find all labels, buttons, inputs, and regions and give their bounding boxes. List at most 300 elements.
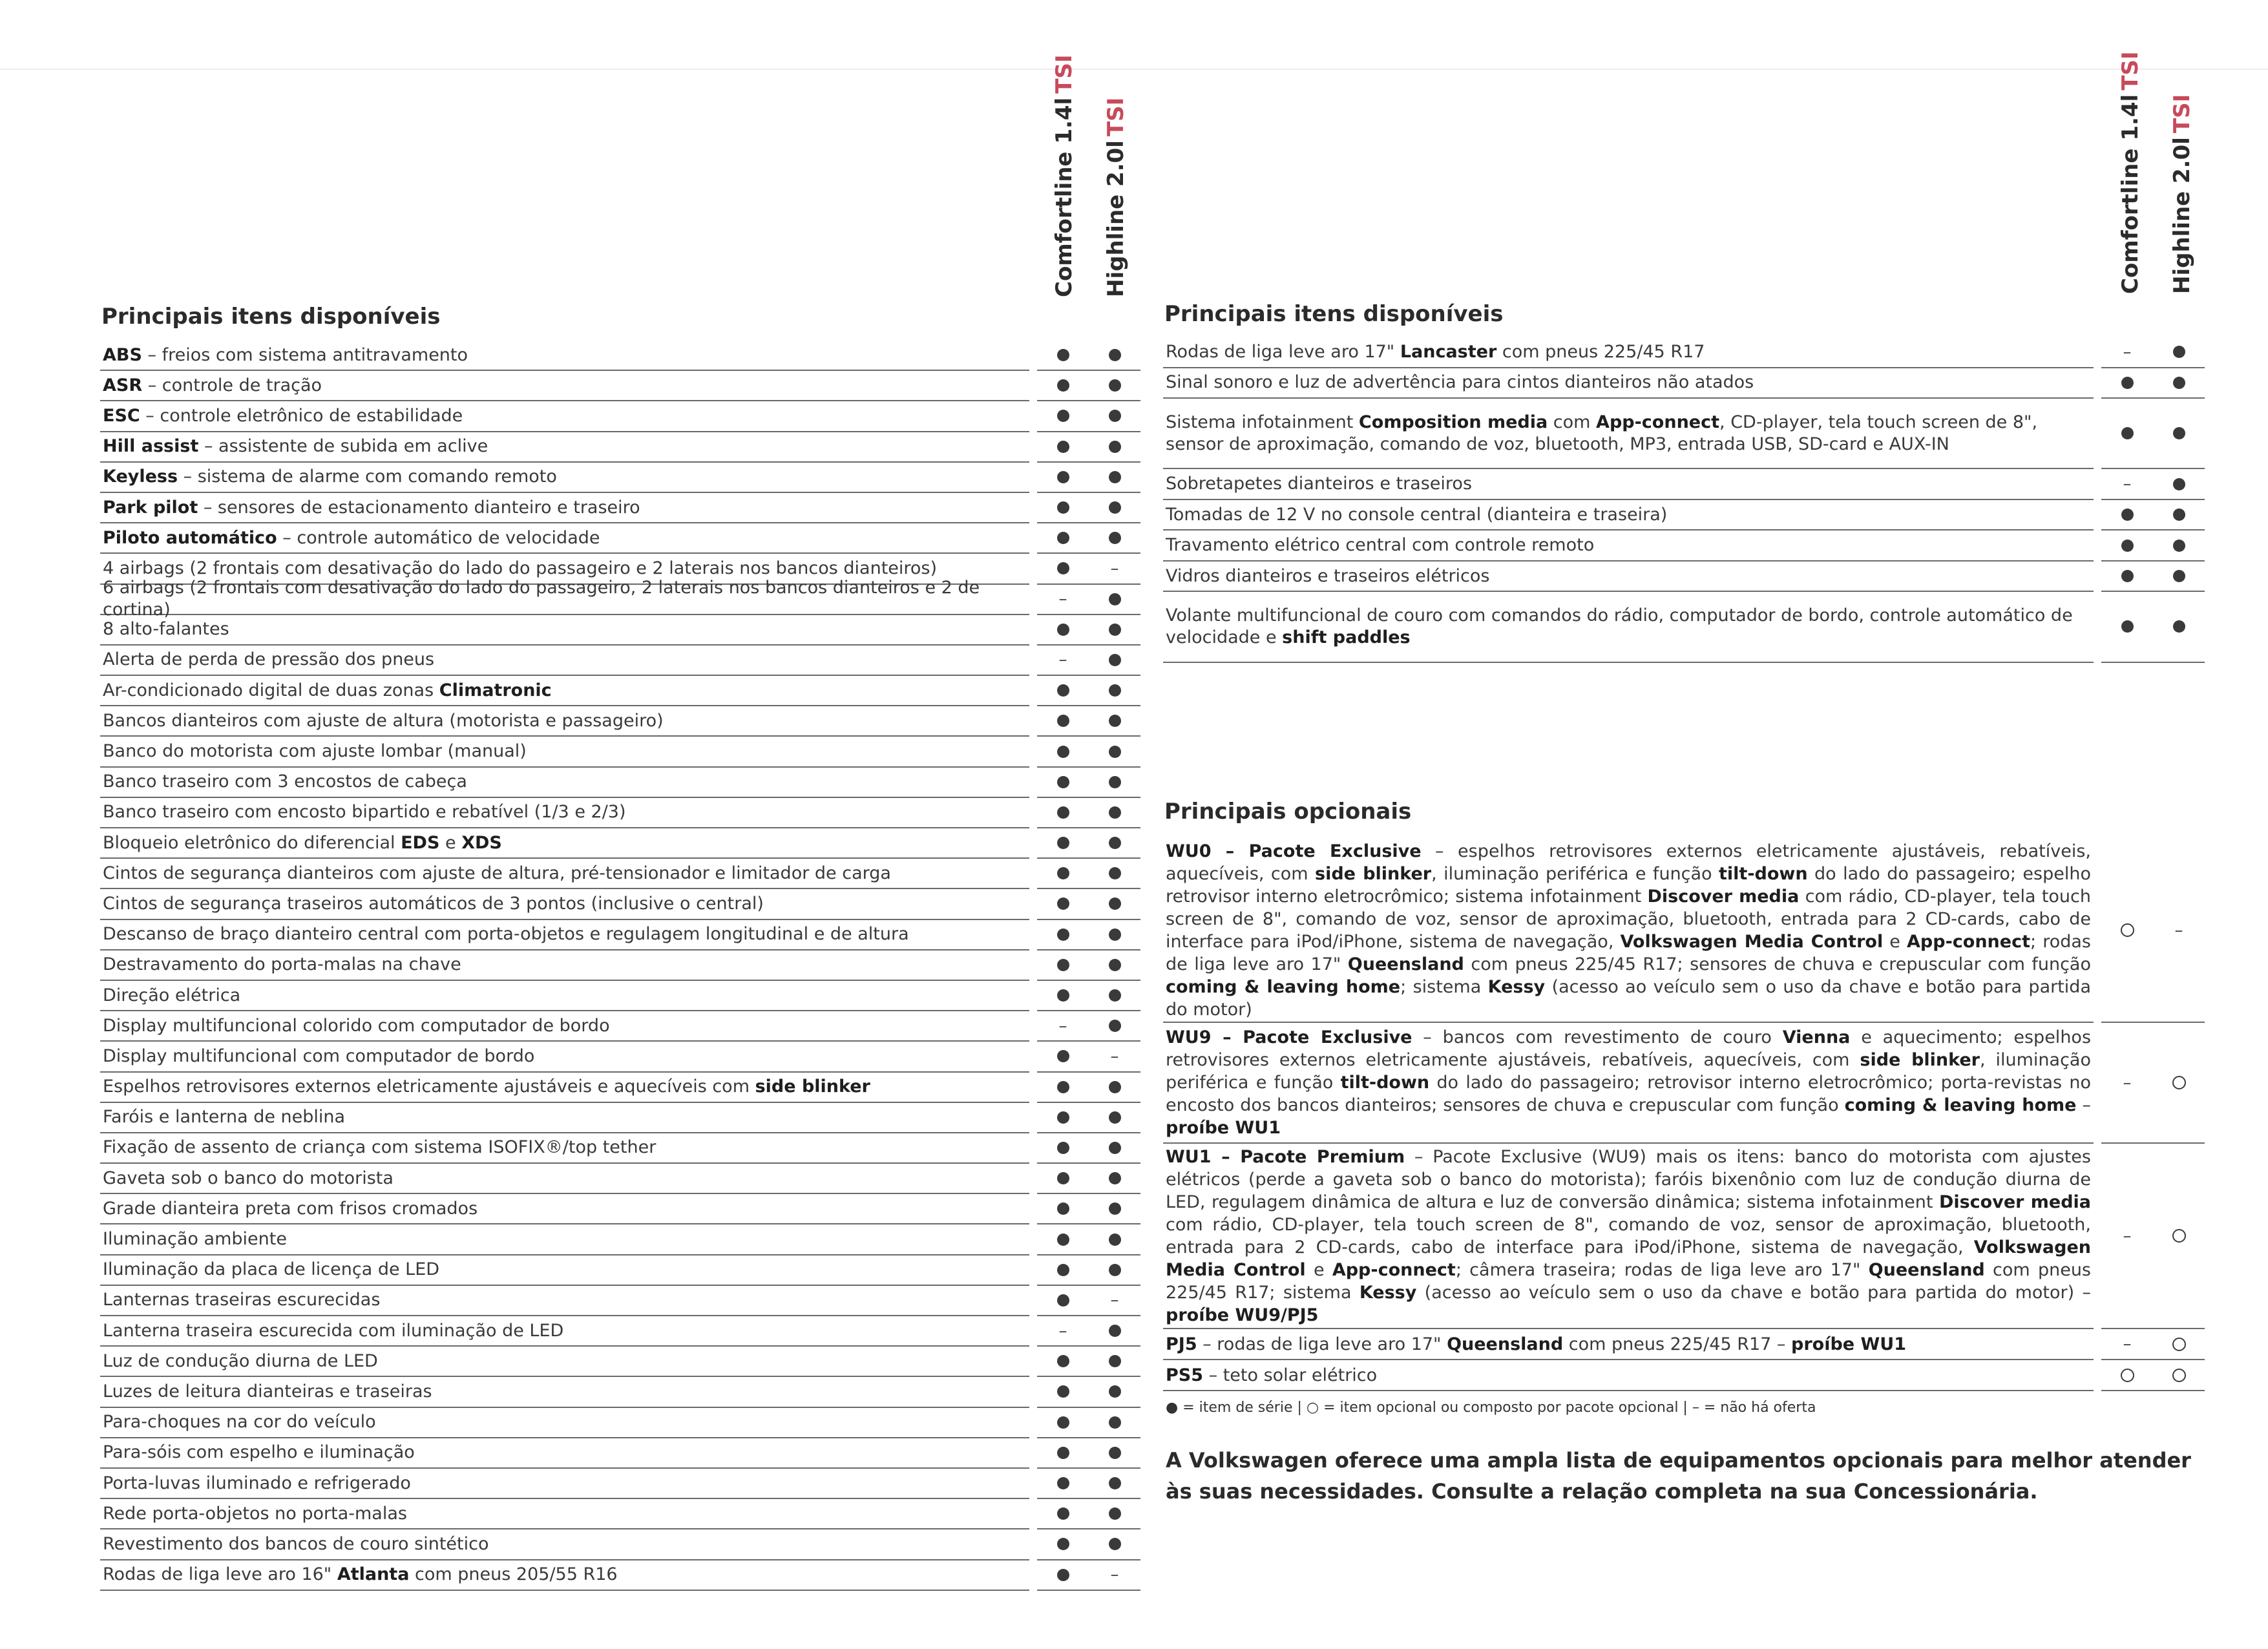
table-row [100, 1499, 1140, 1529]
comfortline-cell [2101, 1360, 2153, 1390]
comfortline-cell [1037, 523, 1089, 552]
comfortline-cell [1037, 798, 1089, 827]
availability-cells [1037, 737, 1140, 767]
table-row [100, 432, 1140, 463]
standard-dot-icon [1057, 837, 1069, 849]
availability-cells [1037, 1438, 1140, 1469]
option-row [1163, 1329, 2205, 1360]
item-label: Cintos de segurança traseiros automáticos de 3 pontos (inclusive o central) [100, 889, 1029, 919]
standard-dot-icon [1109, 349, 1121, 361]
highline-cell [1089, 341, 1140, 370]
item-label: Display multifuncional colorido com computador de bordo [100, 1011, 1029, 1042]
availability-cells [2101, 500, 2205, 531]
table-row [1163, 337, 2205, 368]
standard-dot-icon [1057, 1234, 1069, 1246]
standard-dot-icon [2173, 478, 2185, 490]
highline-cell [1089, 1499, 1140, 1528]
not-offered-dash: – [1110, 558, 1119, 578]
availability-cells [1037, 981, 1140, 1011]
standard-dot-icon [1057, 1172, 1069, 1184]
item-label: Luz de condução diurna de LED [100, 1347, 1029, 1377]
comfortline-cell [1037, 493, 1089, 522]
comfortline-cell [1037, 768, 1089, 797]
highline-cell [1089, 463, 1140, 492]
comfortline-cell [2101, 500, 2153, 530]
availability-cells [2101, 469, 2205, 500]
standard-dot-icon [1109, 1081, 1121, 1093]
standard-dot-icon [1057, 715, 1069, 727]
item-label: Rodas de liga leve aro 17" Lancaster com pneus 225/45 R17 [1163, 337, 2094, 368]
standard-dot-icon [2173, 346, 2185, 358]
comfortline-cell [1037, 889, 1089, 918]
availability-cells [1037, 401, 1140, 432]
standard-dot-icon [1109, 624, 1121, 636]
table-row [100, 1224, 1140, 1255]
comfortline-cell [1037, 1347, 1089, 1376]
standard-dot-icon [1109, 776, 1121, 788]
section-title-options: Principais opcionais [1164, 799, 1412, 824]
item-label: Descanso de braço dianteiro central com porta-objetos e regulagem longitudinal e de altura [100, 920, 1029, 951]
item-label: Alerta de perda de pressão dos pneus [100, 646, 1029, 676]
highline-cell [1089, 615, 1140, 644]
highline-cell [1089, 1377, 1140, 1406]
comfortline-cell [2101, 530, 2153, 560]
table-row [100, 1529, 1140, 1560]
table-row [1163, 469, 2205, 500]
comfortline-cell [1037, 615, 1089, 644]
standard-dot-icon [1057, 929, 1069, 941]
item-label: Sobretapetes dianteiros e traseiros [1163, 469, 2094, 500]
table-row [100, 951, 1140, 981]
standard-dot-icon [2121, 427, 2134, 439]
item-label: Iluminação ambiente [100, 1224, 1029, 1255]
standard-dot-icon [1057, 1142, 1069, 1154]
highline-cell [1089, 554, 1140, 583]
not-offered-dash: – [2123, 342, 2132, 362]
item-label: Banco traseiro com 3 encostos de cabeça [100, 768, 1029, 798]
standard-dot-icon [1109, 837, 1121, 849]
standard-dot-icon [1057, 501, 1069, 514]
option-description: PJ5 – rodas de liga leve aro 17" Queensland com pneus 225/45 R17 – proíbe WU1 [1163, 1329, 2094, 1360]
item-label: Banco traseiro com encosto bipartido e rebatível (1/3 e 2/3) [100, 798, 1029, 828]
highline-cell [1089, 676, 1140, 705]
not-offered-dash: – [2123, 1073, 2132, 1093]
standard-dot-icon [2121, 377, 2134, 389]
availability-cells [1037, 951, 1140, 981]
availability-cells [1037, 1224, 1140, 1255]
table-row [100, 463, 1140, 493]
item-label: Hill assist – assistente de subida em aclive [100, 432, 1029, 463]
comfortline-cell [1037, 1103, 1089, 1132]
availability-cells [1037, 1347, 1140, 1377]
item-label: Vidros dianteiros e traseiros elétricos [1163, 562, 2094, 593]
availability-cells [1037, 798, 1140, 828]
standard-dot-icon [1109, 929, 1121, 941]
availability-cells [2101, 337, 2205, 368]
standard-dot-icon [1109, 1447, 1121, 1459]
table-row [100, 646, 1140, 676]
standard-dot-icon [1057, 1081, 1069, 1093]
comfortline-cell [1037, 920, 1089, 949]
comfortline-cell [1037, 371, 1089, 400]
standard-dot-icon [1057, 806, 1069, 819]
highline-cell [1089, 859, 1140, 888]
standard-dot-icon [1109, 441, 1121, 453]
standard-dot-icon [1109, 654, 1121, 666]
table-row [100, 920, 1140, 951]
item-label: Display multifuncional com computador de bordo [100, 1042, 1029, 1072]
not-offered-dash: – [1058, 1321, 1067, 1341]
section-title-right: Principais itens disponíveis [1164, 301, 1504, 327]
not-offered-dash: – [1058, 650, 1067, 670]
closing-statement: A Volkswagen oferece uma ampla lista de equipamentos opcionais para melhor atender às suas necessidades. Consulte a relação completa na sua Concessionária. [1166, 1448, 2191, 1504]
item-label: Espelhos retrovisores externos eletricamente ajustáveis e aquecíveis com side blinker [100, 1073, 1029, 1103]
standard-dot-icon [2173, 509, 2185, 521]
standard-dot-icon [2173, 570, 2185, 582]
availability-cells [1037, 1529, 1140, 1560]
standard-dot-icon [1109, 746, 1121, 758]
standard-dot-icon [1057, 441, 1069, 453]
standard-dot-icon [1057, 867, 1069, 879]
comfortline-cell [2101, 469, 2153, 499]
table-row [100, 523, 1140, 554]
col-header-comfortline: Comfortline 1.4lTSI [1051, 54, 1077, 297]
table-row [100, 1438, 1140, 1469]
highline-cell [1089, 951, 1140, 980]
highline-cell [2153, 500, 2205, 530]
standard-dot-icon [2173, 540, 2185, 552]
availability-cells [1037, 1316, 1140, 1347]
comfortline-cell [1037, 1560, 1089, 1590]
comfortline-cell [1037, 676, 1089, 705]
standard-dot-icon [1057, 776, 1069, 788]
standard-dot-icon [1057, 349, 1069, 361]
availability-cells [1037, 615, 1140, 646]
optional-circle-icon [2172, 1369, 2186, 1382]
highline-cell [1089, 1133, 1140, 1162]
item-label: Bloqueio eletrônico do diferencial EDS e XDS [100, 828, 1029, 859]
table-row [100, 737, 1140, 767]
item-label: 4 airbags (2 frontais com desativação do lado do passageiro e 2 laterais nos bancos dianteiros) [100, 554, 1029, 584]
availability-cells [2101, 592, 2205, 662]
standard-dot-icon [2121, 620, 2134, 633]
comfortline-cell [2101, 368, 2153, 398]
comfortline-cell [1037, 463, 1089, 492]
item-label: Para-sóis com espelho e iluminação [100, 1438, 1029, 1469]
standard-dot-icon [1109, 1111, 1121, 1124]
comfortline-cell [1037, 1499, 1089, 1528]
highline-cell [1089, 1560, 1140, 1590]
standard-dot-icon [1057, 1477, 1069, 1489]
table-row [100, 1560, 1140, 1591]
standard-dot-icon [1057, 471, 1069, 483]
standard-dot-icon [1057, 1507, 1069, 1520]
highline-cell [1089, 1469, 1140, 1498]
table-row [100, 1255, 1140, 1286]
option-row [1163, 1023, 2205, 1144]
comfortline-cell [1037, 706, 1089, 735]
col-header-highline: Highline 2.0lTSI [1103, 97, 1129, 297]
standard-dot-icon [1057, 1416, 1069, 1429]
comfortline-cell [1037, 1011, 1089, 1040]
item-label: Banco do motorista com ajuste lombar (manual) [100, 737, 1029, 767]
highline-cell [1089, 920, 1140, 949]
comfortline-cell [1037, 432, 1089, 461]
availability-cells [2101, 1023, 2205, 1144]
availability-cells [1037, 676, 1140, 706]
standard-dot-icon [1109, 959, 1121, 971]
table-row [100, 341, 1140, 371]
optional-circle-icon [2172, 1076, 2186, 1089]
table-row [100, 1408, 1140, 1438]
item-label: Volante multifuncional de couro com comandos do rádio, computador de bordo, controle automático de velocidade e shift paddles [1163, 592, 2094, 662]
highline-cell [1089, 706, 1140, 735]
highline-cell [2153, 368, 2205, 398]
optional-circle-icon [2121, 1369, 2134, 1382]
standard-dot-icon [1109, 1385, 1121, 1398]
comfortline-cell [2101, 562, 2153, 591]
standard-dot-icon [1057, 1264, 1069, 1276]
availability-cells [1037, 1560, 1140, 1591]
standard-dot-icon [1057, 379, 1069, 392]
standard-dot-icon [1109, 715, 1121, 727]
highline-cell [1089, 889, 1140, 918]
not-offered-dash: – [1058, 589, 1067, 609]
standard-dot-icon [1057, 1203, 1069, 1215]
standard-dot-icon [1057, 684, 1069, 697]
col-header-highline-right: Highline 2.0lTSI [2169, 94, 2195, 294]
standard-dot-icon [1109, 1203, 1121, 1215]
options-table [1163, 839, 2205, 1391]
comfortline-cell [1037, 341, 1089, 370]
table-row [100, 1164, 1140, 1194]
table-row [100, 706, 1140, 737]
highline-cell [1089, 401, 1140, 430]
standard-dot-icon [1109, 1507, 1121, 1520]
availability-cells [1037, 859, 1140, 889]
standard-dot-icon [1109, 806, 1121, 819]
comfortline-cell [1037, 737, 1089, 766]
item-label: ABS – freios com sistema antitravamento [100, 341, 1029, 371]
standard-dot-icon [1109, 1355, 1121, 1367]
item-label: 6 airbags (2 frontais com desativação do lado do passageiro, 2 laterais nos bancos dianteiros e 2 de cortina) [100, 585, 1029, 615]
table-row [100, 1286, 1140, 1316]
standard-dot-icon [1109, 532, 1121, 544]
highline-cell [1089, 585, 1140, 614]
highline-cell [1089, 1529, 1140, 1559]
availability-cells [1037, 523, 1140, 554]
availability-cells [2101, 1360, 2205, 1391]
item-label: ASR – controle de tração [100, 371, 1029, 401]
highline-cell [2153, 1023, 2205, 1142]
comfortline-cell [1037, 1529, 1089, 1559]
highline-cell [1089, 432, 1140, 461]
standard-dot-icon [1057, 989, 1069, 1002]
highline-cell [2153, 399, 2205, 468]
standard-dot-icon [1109, 898, 1121, 910]
option-row [1163, 1360, 2205, 1391]
comfortline-cell [1037, 859, 1089, 888]
availability-cells [1037, 828, 1140, 859]
standard-dot-icon [1057, 532, 1069, 544]
availability-cells [1037, 1408, 1140, 1438]
col-header-comfortline-right: Comfortline 1.4lTSI [2117, 51, 2143, 294]
not-offered-dash: – [1110, 1046, 1119, 1066]
table-row [100, 889, 1140, 919]
item-label: Bancos dianteiros com ajuste de altura (motorista e passageiro) [100, 706, 1029, 737]
table-row [100, 1103, 1140, 1133]
standard-dot-icon [1109, 1416, 1121, 1429]
comfortline-cell [2101, 1023, 2153, 1142]
table-row [100, 1347, 1140, 1377]
comfortline-cell [1037, 951, 1089, 980]
comfortline-cell [1037, 585, 1089, 614]
left-items-table [100, 341, 1140, 1591]
standard-dot-icon [1109, 1538, 1121, 1550]
availability-cells [1037, 1164, 1140, 1194]
table-row [100, 1377, 1140, 1407]
availability-cells [1037, 1103, 1140, 1133]
highline-cell [1089, 1408, 1140, 1437]
comfortline-cell [1037, 1469, 1089, 1498]
availability-cells [1037, 1499, 1140, 1529]
highline-cell [1089, 1103, 1140, 1132]
highline-cell [1089, 371, 1140, 400]
availability-cells [2101, 1144, 2205, 1329]
legend: ● = item de série | ○ = item opcional ou composto por pacote opcional | – = não há oferta [1166, 1400, 1816, 1416]
highline-cell [2153, 1329, 2205, 1359]
availability-cells [2101, 562, 2205, 593]
availability-cells [1037, 706, 1140, 737]
table-row [1163, 368, 2205, 399]
standard-dot-icon [1057, 1385, 1069, 1398]
item-label: Fixação de assento de criança com sistema ISOFIX®/top tether [100, 1133, 1029, 1164]
highline-cell [1089, 828, 1140, 857]
standard-dot-icon [1109, 1234, 1121, 1246]
optional-circle-icon [2121, 923, 2134, 937]
standard-dot-icon [1057, 562, 1069, 574]
not-offered-dash: – [1110, 1290, 1119, 1310]
standard-dot-icon [1057, 1355, 1069, 1367]
standard-dot-icon [2173, 427, 2185, 439]
standard-dot-icon [2121, 509, 2134, 521]
comfortline-cell [1037, 981, 1089, 1010]
item-label: ESC – controle eletrônico de estabilidade [100, 401, 1029, 432]
highline-cell [2153, 1360, 2205, 1390]
table-row [1163, 592, 2205, 662]
comfortline-cell [2101, 399, 2153, 468]
table-row [100, 676, 1140, 706]
standard-dot-icon [1057, 746, 1069, 758]
highline-cell [1089, 1286, 1140, 1315]
highline-cell [1089, 646, 1140, 675]
table-row [100, 1133, 1140, 1164]
standard-dot-icon [1109, 867, 1121, 879]
item-label: Rodas de liga leve aro 16" Atlanta com pneus 205/55 R16 [100, 1560, 1029, 1591]
highline-cell [1089, 1255, 1140, 1285]
table-row [1163, 530, 2205, 562]
highline-cell [1089, 798, 1140, 827]
option-description: PS5 – teto solar elétrico [1163, 1360, 2094, 1391]
standard-dot-icon [1057, 1050, 1069, 1062]
item-label: Grade dianteira preta com frisos cromados [100, 1194, 1029, 1224]
not-offered-dash: – [2123, 1226, 2132, 1246]
availability-cells [1037, 1011, 1140, 1042]
standard-dot-icon [1057, 410, 1069, 422]
not-offered-dash: – [2123, 1334, 2132, 1354]
standard-dot-icon [1109, 501, 1121, 514]
item-label: 8 alto-falantes [100, 615, 1029, 646]
highline-cell [1089, 1194, 1140, 1223]
item-label: Faróis e lanterna de neblina [100, 1103, 1029, 1133]
table-row [100, 768, 1140, 798]
option-description: WU9 – Pacote Exclusive – bancos com revestimento de couro Vienna e aquecimento; espelhos retrovisores externos eletricamente ajustáveis, rebatíveis, aquecíveis, com side blinker, iluminação periférica e função tilt-down do lado do passageiro; retrovisor interno eletrocrômico; porta-revistas no encosto dos bancos dianteiros; sensores de chuva e crepuscular com função coming & leaving home – proíbe WU1 [1163, 1023, 2094, 1144]
highline-cell [1089, 1224, 1140, 1254]
availability-cells [1037, 1469, 1140, 1499]
highline-cell [1089, 768, 1140, 797]
standard-dot-icon [1109, 1020, 1121, 1032]
optional-circle-icon [2172, 1229, 2186, 1243]
item-label: Lanternas traseiras escurecidas [100, 1286, 1029, 1316]
comfortline-cell [1037, 1164, 1089, 1193]
comfortline-cell [2101, 839, 2153, 1022]
item-label: Rede porta-objetos no porta-malas [100, 1499, 1029, 1529]
item-label: Sinal sonoro e luz de advertência para cintos dianteiros não atados [1163, 368, 2094, 399]
comfortline-cell [2101, 1144, 2153, 1328]
availability-cells [1037, 1194, 1140, 1224]
standard-dot-icon [1057, 624, 1069, 636]
not-offered-dash: – [2174, 920, 2183, 940]
comfortline-cell [1037, 554, 1089, 583]
standard-dot-icon [1109, 1142, 1121, 1154]
highline-cell [2153, 530, 2205, 560]
item-label: Para-choques na cor do veículo [100, 1408, 1029, 1438]
highline-cell [1089, 1438, 1140, 1467]
availability-cells [1037, 554, 1140, 584]
table-row [100, 981, 1140, 1011]
availability-cells [1037, 341, 1140, 371]
standard-dot-icon [1109, 684, 1121, 697]
comfortline-cell [1037, 1377, 1089, 1406]
table-row [100, 859, 1140, 889]
availability-cells [1037, 1286, 1140, 1316]
standard-dot-icon [2121, 540, 2134, 552]
highline-cell [1089, 737, 1140, 766]
comfortline-cell [1037, 828, 1089, 857]
availability-cells [1037, 920, 1140, 951]
right-items-table [1163, 337, 2205, 663]
comfortline-cell [1037, 1194, 1089, 1223]
item-label: Piloto automático – controle automático de velocidade [100, 523, 1029, 554]
availability-cells [2101, 368, 2205, 399]
item-label: Gaveta sob o banco do motorista [100, 1164, 1029, 1194]
availability-cells [1037, 768, 1140, 798]
comfortline-cell [1037, 1255, 1089, 1285]
comfortline-cell [2101, 1329, 2153, 1359]
table-row [100, 578, 1140, 620]
item-label: Park pilot – sensores de estacionamento dianteiro e traseiro [100, 493, 1029, 523]
highline-cell [1089, 523, 1140, 552]
option-row [1163, 1144, 2205, 1329]
item-label: Destravamento do porta-malas na chave [100, 951, 1029, 981]
highline-cell [1089, 981, 1140, 1010]
availability-cells [1037, 1073, 1140, 1103]
not-offered-dash: – [1110, 1565, 1119, 1585]
availability-cells [1037, 463, 1140, 493]
highline-cell [2153, 1144, 2205, 1328]
highline-cell [2153, 839, 2205, 1022]
highline-cell [1089, 493, 1140, 522]
